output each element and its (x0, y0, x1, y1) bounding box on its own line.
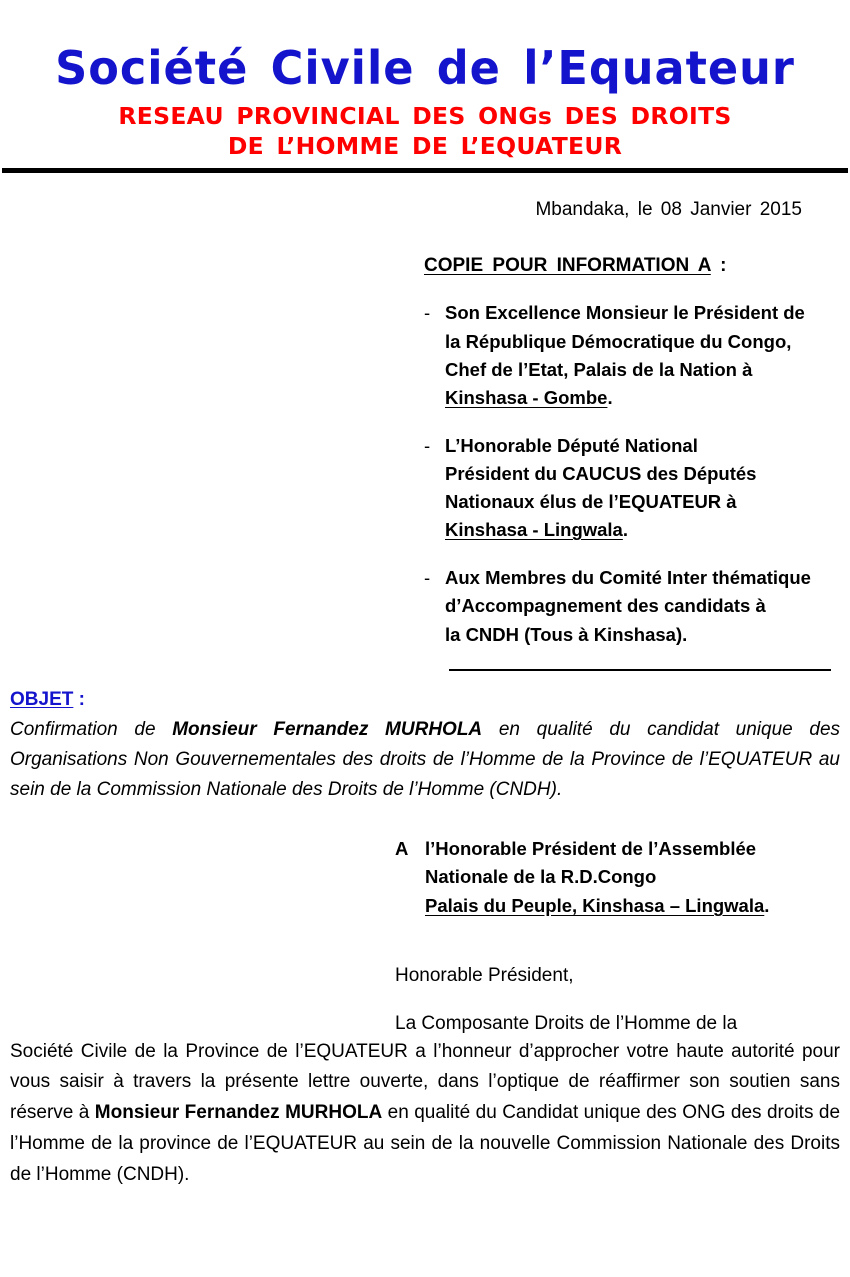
addressee-line-3 (425, 892, 850, 921)
section-divider (449, 669, 831, 671)
bullet-dash-icon: - (424, 302, 431, 324)
copy-for-information-heading (424, 255, 850, 277)
recipient-line: la République Démocratique du Congo, (445, 330, 792, 352)
recipient-location-line (445, 384, 850, 412)
objet-label (10, 689, 840, 711)
recipient-location-underlined: Kinshasa - Gombe (445, 386, 608, 408)
recipient-line: d’Accompagnement des candidats à (445, 595, 766, 617)
copy-heading-underlined-text: COPIE POUR INFORMATION A (424, 255, 711, 277)
recipient-line: Président du CAUCUS des Députés (445, 463, 757, 484)
bullet-dash-icon: - (424, 567, 431, 589)
objet-label-colon: : (73, 688, 85, 710)
body-text-part-2: en qualité du Candidat unique des ONG des droits de l’Homme de la province de l’EQUATEUR au sein de la nouvelle Commission Nationale des Droits de l’Homme (CNDH). (10, 1102, 841, 1185)
recipient-line: Chef de l’Etat, Palais de la Nation à (445, 358, 753, 380)
copy-for-information-block (0, 255, 850, 670)
organization-subtitle-line-1: RESEAU PROVINCIAL DES ONGs DES DROITS (118, 102, 732, 131)
addressee-line-1: l’Honorable Président de l’Assemblée (425, 837, 757, 859)
objet-text (10, 715, 840, 805)
organization-subtitle-line-2: DE L’HOMME DE L’EQUATEUR (227, 132, 623, 161)
objet-subject-name: Monsieur Fernandez MURHOLA (172, 718, 483, 740)
recipient-location-underlined: Kinshasa - Lingwala (445, 519, 623, 541)
copy-heading-colon: : (710, 255, 727, 277)
recipient-location-period: . (622, 519, 628, 541)
body-text-part-1: Société Civile de la Province de l’EQUATEUR a l’honneur d’approcher votre haute autorité pour vous saisir à travers la présente lettre ouverte, dans l’optique de réaffirmer son soutien sans réserve à (10, 1040, 840, 1124)
recipient-line: la CNDH (Tous à Kinshasa). (445, 623, 688, 645)
objet-label-underlined: OBJET (10, 688, 74, 710)
recipient-location-line (445, 516, 850, 544)
recipient-line: Son Excellence Monsieur le Président de (445, 302, 805, 324)
addressee-location-underlined: Palais du Peuple, Kinshasa – Lingwala (425, 895, 765, 917)
addressee-line-2: Nationale de la R.D.Congo (425, 866, 657, 888)
recipient-entry (424, 299, 850, 411)
recipient-lines (445, 299, 850, 411)
bullet-dash-icon: - (424, 434, 431, 456)
organization-subtitle (0, 101, 850, 161)
salutation: Honorable Président, (395, 964, 574, 986)
date-line: Mbandaka, le 08 Janvier 2015 (535, 199, 802, 221)
body-lead-line: La Composante Droits de l’Homme de la (395, 1012, 738, 1034)
body-paragraph (0, 1037, 850, 1191)
objet-block (0, 689, 850, 805)
addressee-lines (425, 835, 850, 921)
body-candidate-name: Monsieur Fernandez MURHOLA (94, 1102, 383, 1124)
objet-text-part-1: Confirmation de (10, 718, 173, 740)
letterhead-divider (2, 168, 848, 173)
recipient-lines (445, 564, 850, 648)
objet-text-part-2: en qualité du candidat unique des Organisations Non Gouvernementales des droits de l’Homme de la Province de l’EQUATEUR au sein de la Commission Nationale des Droits de l’Homme (CNDH). (10, 718, 841, 800)
recipient-lines (445, 432, 850, 544)
addressee-location-period: . (764, 895, 770, 917)
addressee-marker: A (395, 837, 409, 859)
organization-title: Société Civile de l’Equateur (55, 41, 795, 95)
recipient-line: L’Honorable Député National (445, 434, 698, 456)
recipient-entry (424, 432, 850, 544)
recipient-entry (424, 564, 850, 648)
addressee-block (0, 835, 850, 921)
recipient-location-period: . (607, 386, 613, 408)
recipient-line: Aux Membres du Comité Inter thématique (445, 567, 811, 589)
letterhead (0, 0, 850, 173)
recipient-line: Nationaux élus de l’EQUATEUR à (445, 491, 737, 513)
